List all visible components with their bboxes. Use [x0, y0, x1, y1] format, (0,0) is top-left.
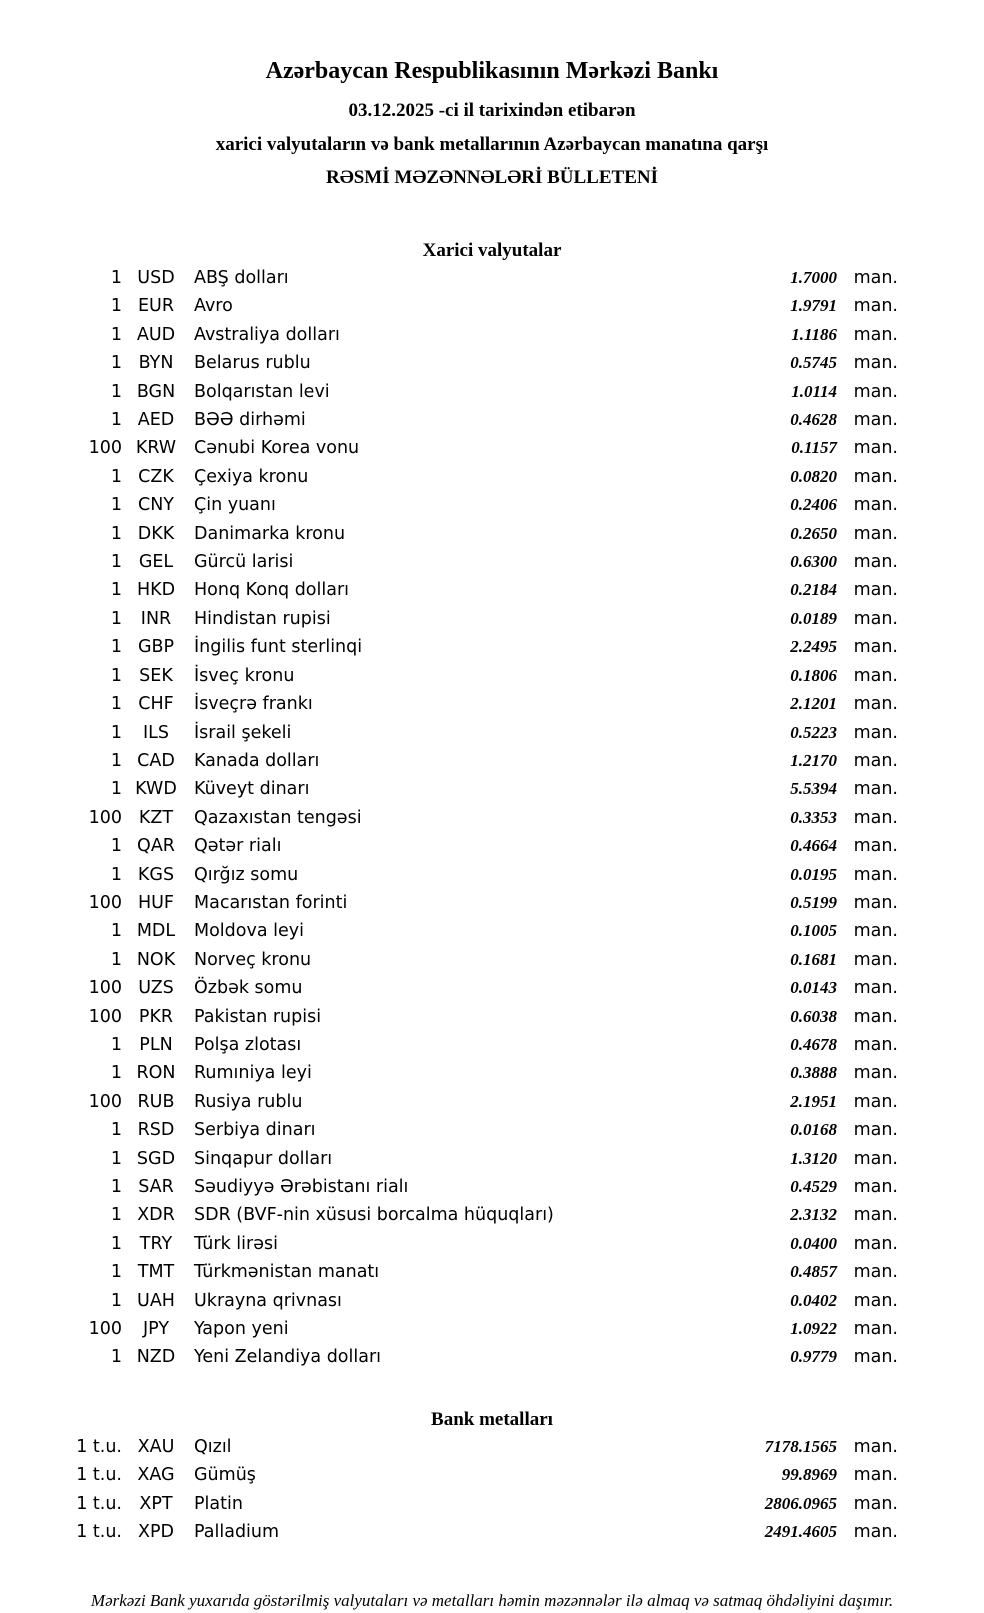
- currency-code: BYN: [138, 353, 174, 374]
- currency-row: [0, 349, 984, 377]
- currency-quantity: 1: [110, 864, 122, 885]
- currency-rate: 0.2406: [790, 495, 837, 515]
- currency-name: Türkmənistan manatı: [194, 1262, 380, 1283]
- currency-name: SDR (BVF-nin xüsusi borcalma hüquqları): [194, 1205, 554, 1226]
- metal-code: XPD: [137, 1522, 175, 1543]
- currency-row: [0, 917, 984, 945]
- currency-quantity: 100: [88, 1319, 122, 1340]
- currency-unit-label: man.: [853, 296, 898, 317]
- currency-name: Ukrayna qrivnası: [194, 1290, 342, 1311]
- currency-unit-label: man.: [853, 750, 898, 771]
- currency-code: EUR: [137, 296, 175, 317]
- currency-rate: 0.9779: [790, 1347, 837, 1367]
- metal-row: [0, 1518, 984, 1546]
- currency-name: Serbiya dinarı: [194, 1120, 316, 1141]
- currency-row: [0, 520, 984, 548]
- currency-row: [0, 491, 984, 519]
- currency-row: [0, 1201, 984, 1229]
- currency-row: [0, 605, 984, 633]
- subject-line: xarici valyutaların və bank metallarının Azərbaycan manatına qarşı: [215, 134, 769, 155]
- currency-quantity: 1: [110, 694, 122, 715]
- currency-unit-label: man.: [853, 1063, 898, 1084]
- currency-quantity: 1: [110, 722, 122, 743]
- metal-name: Qızıl: [194, 1436, 232, 1457]
- currency-name: Kanada dolları: [194, 750, 320, 771]
- currency-code: NOK: [136, 949, 176, 970]
- currency-code: CHF: [138, 694, 174, 715]
- metal-row: [0, 1461, 984, 1489]
- currency-rate: 0.3353: [790, 807, 837, 827]
- bank-title: Azərbaycan Respublikasının Mərkəzi Bankı: [265, 58, 719, 84]
- metal-quantity: 1 t.u.: [76, 1522, 122, 1543]
- currency-rate: 2.1951: [790, 1091, 837, 1111]
- currency-row: [0, 1031, 984, 1059]
- currency-rate: 0.4857: [790, 1262, 837, 1282]
- currency-quantity: 1: [110, 381, 122, 402]
- currency-unit-label: man.: [853, 807, 898, 828]
- currency-unit-label: man.: [853, 608, 898, 629]
- currency-code: KRW: [135, 438, 177, 459]
- currency-code: JPY: [142, 1319, 170, 1340]
- currency-unit-label: man.: [853, 694, 898, 715]
- currency-unit-label: man.: [853, 438, 898, 459]
- currency-unit-label: man.: [853, 779, 898, 800]
- currency-code: RUB: [137, 1091, 175, 1112]
- currency-code: KWD: [135, 779, 177, 800]
- currency-unit-label: man.: [853, 523, 898, 544]
- metal-code: XAU: [137, 1436, 175, 1457]
- currency-table: [0, 264, 984, 1372]
- currency-rate: 1.0922: [790, 1319, 837, 1339]
- currency-unit-label: man.: [853, 665, 898, 686]
- currency-unit-label: man.: [853, 410, 898, 431]
- currency-name: Küveyt dinarı: [194, 779, 310, 800]
- currency-rate: 0.5199: [790, 892, 837, 912]
- metal-name: Gümüş: [194, 1465, 256, 1486]
- currency-rate: 5.5394: [790, 779, 837, 799]
- currency-unit-label: man.: [853, 495, 898, 516]
- currency-rate: 0.4678: [790, 1034, 837, 1054]
- currency-quantity: 1: [110, 921, 122, 942]
- currency-code: CAD: [137, 750, 175, 771]
- currency-row: [0, 1343, 984, 1371]
- currency-rate: 0.5745: [790, 353, 837, 373]
- currency-quantity: 1: [110, 1034, 122, 1055]
- metal-name: Platin: [194, 1493, 243, 1514]
- currency-name: Yeni Zelandiya dolları: [194, 1347, 382, 1368]
- currency-quantity: 1: [110, 1120, 122, 1141]
- currency-rate: 1.3120: [790, 1148, 837, 1168]
- currency-row: [0, 832, 984, 860]
- currency-name: Rusiya rublu: [194, 1091, 303, 1112]
- currency-quantity: 1: [110, 949, 122, 970]
- currency-code: UAH: [137, 1290, 175, 1311]
- currency-name: İngilis funt sterlinqi: [194, 637, 363, 658]
- currency-quantity: 1: [110, 523, 122, 544]
- currency-quantity: 1: [110, 1063, 122, 1084]
- currency-rate: 0.3888: [790, 1063, 837, 1083]
- currency-rate: 1.7000: [790, 268, 837, 287]
- currency-row: [0, 889, 984, 917]
- currency-unit-label: man.: [853, 722, 898, 743]
- currency-code: DKK: [137, 523, 175, 544]
- currency-row: [0, 264, 984, 292]
- currency-name: Avstraliya dolları: [194, 324, 340, 345]
- metal-rate: 7178.1565: [764, 1436, 837, 1456]
- metal-unit-label: man.: [853, 1522, 898, 1543]
- currency-unit-label: man.: [853, 836, 898, 857]
- currency-rate: 2.1201: [790, 694, 837, 714]
- metal-quantity: 1 t.u.: [76, 1436, 122, 1457]
- currency-quantity: 1: [110, 353, 122, 374]
- currency-unit-label: man.: [853, 1262, 898, 1283]
- currency-rate: 0.0168: [790, 1120, 837, 1140]
- currency-name: İsveçrə frankı: [194, 694, 313, 715]
- currency-code: INR: [140, 608, 172, 629]
- currency-row: [0, 378, 984, 406]
- currency-row: [0, 548, 984, 576]
- bulletin-title: RƏSMİ MƏZƏNNƏLƏRİ BÜLLETENİ: [325, 167, 658, 188]
- currency-name: Danimarka kronu: [194, 523, 346, 544]
- currency-rate: 1.2170: [790, 750, 837, 770]
- currency-unit-label: man.: [853, 1290, 898, 1311]
- currency-quantity: 1: [110, 1148, 122, 1169]
- currency-name: Səudiyyə Ərəbistanı rialı: [194, 1177, 409, 1197]
- currency-code: GEL: [138, 552, 174, 573]
- currency-row: [0, 974, 984, 1002]
- currency-quantity: 100: [88, 1091, 122, 1112]
- currency-quantity: 100: [88, 807, 122, 828]
- metal-rate: 2491.4605: [764, 1522, 837, 1542]
- currency-code: NZD: [136, 1347, 176, 1368]
- currency-row: [0, 292, 984, 320]
- currency-name: Avro: [194, 296, 233, 317]
- currency-name: Bolqarıstan levi: [194, 381, 330, 402]
- currency-row: [0, 662, 984, 690]
- currency-row: [0, 1315, 984, 1343]
- currency-row: [0, 1173, 984, 1201]
- metals-section-title: Bank metalları: [431, 1408, 553, 1430]
- currency-rate: 0.0402: [790, 1290, 837, 1310]
- currency-name: ABŞ dolları: [194, 268, 289, 288]
- currency-code: PLN: [139, 1034, 173, 1055]
- currency-unit-label: man.: [853, 1120, 898, 1141]
- currency-quantity: 1: [110, 608, 122, 629]
- currency-quantity: 1: [110, 1205, 122, 1226]
- currency-unit-label: man.: [853, 552, 898, 573]
- currency-code: CZK: [138, 466, 174, 487]
- metal-row: [0, 1490, 984, 1518]
- metal-code: XPT: [139, 1493, 173, 1514]
- currency-rate: 1.9791: [790, 296, 837, 316]
- currency-name: Cənubi Korea vonu: [194, 438, 360, 459]
- currency-unit-label: man.: [853, 466, 898, 487]
- currency-rate: 0.0195: [790, 864, 837, 884]
- currency-rate: 1.1186: [791, 324, 837, 344]
- currency-code: ILS: [142, 722, 170, 743]
- currency-unit-label: man.: [853, 1006, 898, 1027]
- currency-unit-label: man.: [853, 864, 898, 885]
- currency-rate: 0.4628: [790, 410, 837, 430]
- currency-code: RSD: [137, 1120, 175, 1141]
- currency-code: AED: [137, 410, 175, 431]
- currency-rate: 0.1681: [790, 949, 837, 969]
- currency-rate: 0.6300: [790, 552, 837, 572]
- currency-code: TRY: [139, 1233, 173, 1254]
- currency-code: QAR: [137, 836, 175, 857]
- currency-code: RON: [136, 1063, 176, 1084]
- currency-name: Gürcü larisi: [194, 552, 294, 573]
- currency-unit-label: man.: [853, 637, 898, 658]
- currency-unit-label: man.: [853, 580, 898, 601]
- currency-name: Polşa zlotası: [194, 1034, 302, 1055]
- disclaimer-text: Mərkəzi Bank yuxarıda göstərilmiş valyutaları və metalları həmin məzənnələr ilə almaq və satmaq öhdəliyini daşımır.: [90, 1591, 894, 1611]
- currency-rate: 0.4529: [790, 1177, 837, 1196]
- currency-name: Çin yuanı: [194, 495, 276, 516]
- metal-code: XAG: [137, 1465, 175, 1486]
- currency-row: [0, 719, 984, 747]
- currency-row: [0, 861, 984, 889]
- metal-quantity: 1 t.u.: [76, 1465, 122, 1486]
- currency-quantity: 1: [110, 1233, 122, 1254]
- currency-rate: 0.0143: [790, 978, 837, 998]
- currency-quantity: 1: [110, 750, 122, 771]
- currency-quantity: 1: [110, 268, 122, 288]
- currency-rate: 0.2184: [790, 580, 837, 600]
- currency-name: İsveç kronu: [194, 665, 295, 686]
- currency-code: SAR: [138, 1177, 174, 1197]
- currency-name: Macarıstan forinti: [194, 892, 348, 913]
- currency-code: KGS: [137, 864, 175, 885]
- currency-rate: 0.6038: [790, 1006, 837, 1026]
- currency-quantity: 100: [88, 438, 122, 459]
- currency-code: HKD: [136, 580, 176, 601]
- currency-quantity: 1: [110, 324, 122, 345]
- currency-row: [0, 946, 984, 974]
- currency-row: [0, 434, 984, 462]
- currency-row: [0, 1145, 984, 1173]
- currency-code: SGD: [136, 1148, 176, 1169]
- effective-date-line: 03.12.2025 -ci il tarixindən etibarən: [348, 100, 636, 121]
- currency-row: [0, 1116, 984, 1144]
- currency-quantity: 1: [110, 836, 122, 857]
- currency-unit-label: man.: [853, 1177, 898, 1197]
- currency-name: Yapon yeni: [194, 1319, 289, 1340]
- currency-rate: 0.0400: [790, 1233, 837, 1253]
- currency-name: Özbək somu: [194, 978, 303, 999]
- metal-unit-label: man.: [853, 1493, 898, 1514]
- currency-row: [0, 1003, 984, 1031]
- metal-quantity: 1 t.u.: [76, 1493, 122, 1514]
- currency-quantity: 1: [110, 665, 122, 686]
- currency-quantity: 1: [110, 296, 122, 317]
- currency-name: Qırğız somu: [194, 864, 299, 885]
- currency-quantity: 100: [88, 1006, 122, 1027]
- currency-row: [0, 1088, 984, 1116]
- currency-row: [0, 747, 984, 775]
- currency-name: Belarus rublu: [194, 353, 311, 374]
- metal-name: Palladium: [194, 1522, 280, 1543]
- currency-rate: 0.1806: [790, 665, 837, 685]
- currency-quantity: 1: [110, 552, 122, 573]
- currency-unit-label: man.: [853, 1205, 898, 1226]
- currency-name: Honq Konq dolları: [194, 580, 350, 601]
- currency-name: Türk lirəsi: [194, 1233, 278, 1254]
- metals-table: [0, 1433, 984, 1547]
- currency-quantity: 1: [110, 1177, 122, 1197]
- currency-quantity: 100: [88, 892, 122, 913]
- metal-rate: 99.8969: [781, 1465, 837, 1485]
- currency-row: [0, 463, 984, 491]
- currency-name: Norveç kronu: [194, 949, 312, 970]
- currency-quantity: 1: [110, 779, 122, 800]
- currency-rate: 0.5223: [790, 722, 837, 742]
- metal-rate: 2806.0965: [764, 1493, 837, 1513]
- currency-unit-label: man.: [853, 324, 898, 345]
- currency-quantity: 1: [110, 637, 122, 658]
- metal-row: [0, 1433, 984, 1461]
- currency-unit-label: man.: [853, 921, 898, 942]
- currency-row: [0, 321, 984, 349]
- currency-row: [0, 406, 984, 434]
- metal-unit-label: man.: [853, 1465, 898, 1486]
- currency-code: AUD: [136, 324, 176, 345]
- currency-code: SEK: [139, 665, 173, 686]
- currency-quantity: 1: [110, 580, 122, 601]
- currency-rate: 2.2495: [790, 637, 837, 657]
- currency-unit-label: man.: [853, 353, 898, 374]
- currency-row: [0, 690, 984, 718]
- currency-code: CNY: [138, 495, 174, 516]
- currency-unit-label: man.: [853, 381, 898, 402]
- currency-name: Sinqapur dolları: [194, 1148, 333, 1169]
- currency-name: BƏƏ dirhəmi: [194, 410, 306, 431]
- currency-name: Çexiya kronu: [194, 466, 309, 487]
- currency-code: KZT: [138, 807, 174, 828]
- currency-unit-label: man.: [853, 268, 898, 288]
- currency-row: [0, 1258, 984, 1286]
- currency-quantity: 1: [110, 495, 122, 516]
- currency-rate: 0.0189: [790, 608, 837, 628]
- currency-unit-label: man.: [853, 1319, 898, 1340]
- currency-name: İsrail şekeli: [194, 722, 292, 743]
- currency-rate: 0.4664: [790, 836, 837, 856]
- currency-row: [0, 775, 984, 803]
- currency-code: PKR: [138, 1006, 174, 1027]
- currency-name: Rumıniya leyi: [194, 1063, 312, 1084]
- currency-row: [0, 1287, 984, 1315]
- currency-quantity: 1: [110, 1290, 122, 1311]
- currency-name: Pakistan rupisi: [194, 1006, 322, 1027]
- metal-unit-label: man.: [853, 1436, 898, 1457]
- currency-rate: 0.1157: [791, 438, 837, 458]
- currency-code: BGN: [136, 381, 176, 402]
- currency-quantity: 1: [110, 466, 122, 487]
- currency-quantity: 100: [88, 978, 122, 999]
- currency-unit-label: man.: [853, 949, 898, 970]
- currency-unit-label: man.: [853, 892, 898, 913]
- currency-unit-label: man.: [853, 1148, 898, 1169]
- currency-rate: 2.3132: [790, 1205, 837, 1225]
- currency-unit-label: man.: [853, 1091, 898, 1112]
- currency-code: GBP: [137, 637, 175, 658]
- currency-row: [0, 1059, 984, 1087]
- currency-row: [0, 633, 984, 661]
- currency-name: Moldova leyi: [194, 921, 304, 942]
- currency-quantity: 1: [110, 410, 122, 431]
- currency-unit-label: man.: [853, 1347, 898, 1368]
- currency-quantity: 1: [110, 1347, 122, 1368]
- currency-unit-label: man.: [853, 1233, 898, 1254]
- currency-rate: 0.2650: [790, 523, 837, 543]
- currency-quantity: 1: [110, 1262, 122, 1283]
- currency-rate: 0.0820: [790, 466, 837, 486]
- currency-row: [0, 1230, 984, 1258]
- currency-rate: 0.1005: [790, 921, 837, 941]
- currency-code: XDR: [137, 1205, 175, 1226]
- currency-code: HUF: [137, 892, 175, 913]
- currency-unit-label: man.: [853, 978, 898, 999]
- currency-row: [0, 804, 984, 832]
- currency-code: TMT: [137, 1262, 175, 1283]
- currency-code: MDL: [136, 921, 176, 942]
- currency-unit-label: man.: [853, 1034, 898, 1055]
- currency-name: Qazaxıstan tengəsi: [194, 807, 362, 828]
- currency-rate: 1.0114: [791, 381, 837, 401]
- currency-row: [0, 576, 984, 604]
- currency-name: Qətər rialı: [194, 836, 282, 857]
- currency-section-title: Xarici valyutalar: [422, 240, 562, 261]
- currency-code: USD: [137, 268, 175, 288]
- currency-code: UZS: [138, 978, 174, 999]
- currency-name: Hindistan rupisi: [194, 608, 331, 629]
